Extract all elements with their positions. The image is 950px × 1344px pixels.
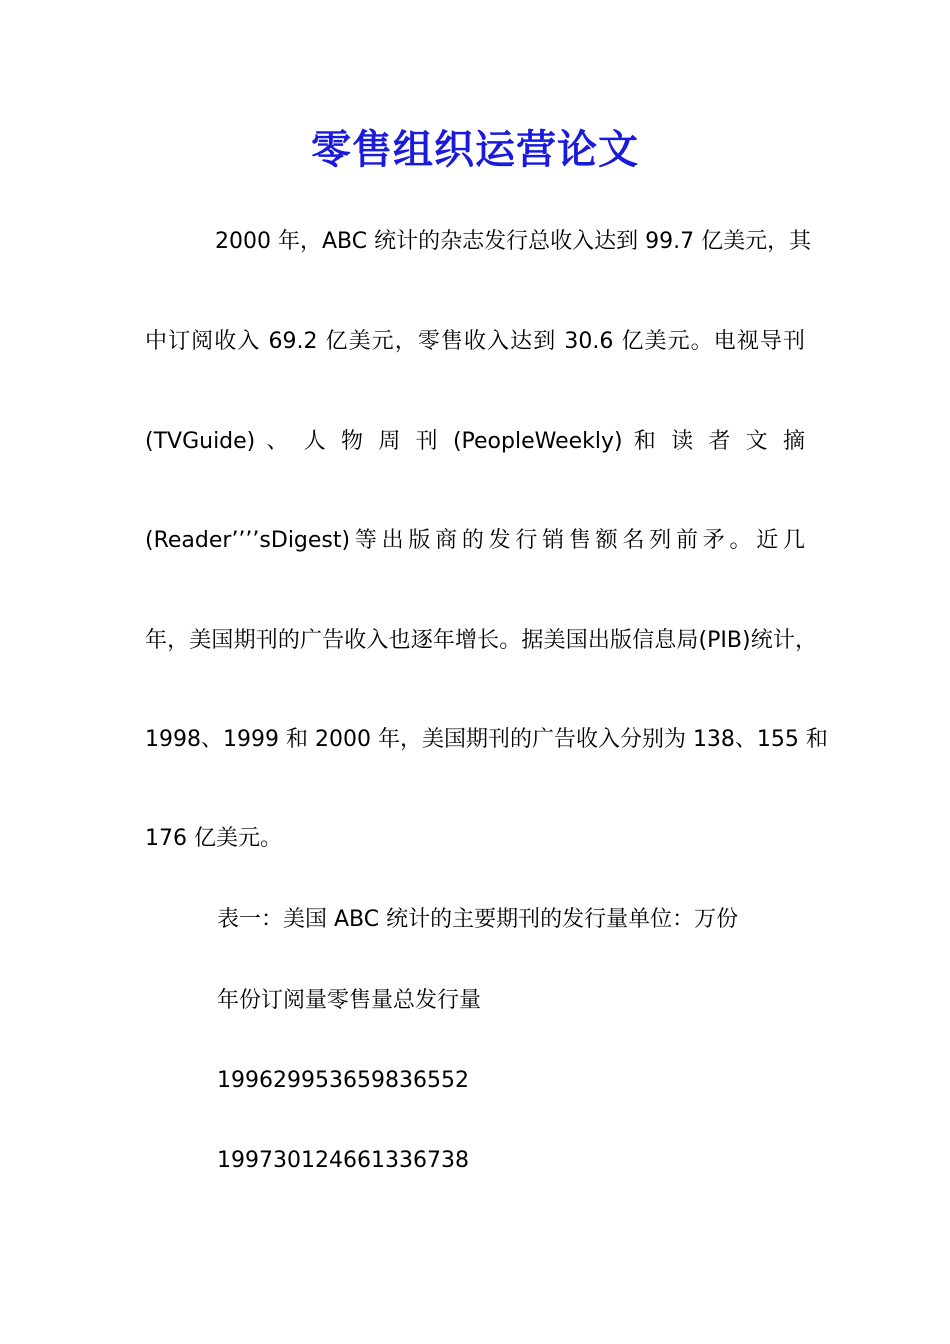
- document-title: 零售组织运营论文: [311, 126, 639, 173]
- table-header: 年份订阅量零售量总发行量: [217, 988, 482, 1013]
- table-caption: 表一：美国 ABC 统计的主要期刊的发行量单位：万份: [217, 907, 739, 932]
- paragraph-line: 中订阅收入 69.2 亿美元，零售收入达到 30.6 亿美元。电视导刊: [145, 329, 805, 354]
- table-row: 199629953659836552: [217, 1068, 469, 1093]
- paragraph-line: 176 亿美元。: [145, 826, 282, 851]
- table-row: 199730124661336738: [217, 1148, 469, 1173]
- paragraph-line: (Reader’’’’sDigest)等出版商的发行销售额名列前矛。近几: [145, 528, 805, 553]
- paragraph-line: 1998、1999 和 2000 年，美国期刊的广告收入分别为 138、155 和: [145, 727, 828, 752]
- paragraph-line: 2000 年，ABC 统计的杂志发行总收入达到 99.7 亿美元，其: [215, 229, 812, 254]
- paragraph-line: (TVGuide) 、 人 物 周 刊 (PeopleWeekly) 和 读 者 文 摘: [145, 429, 805, 454]
- paragraph-line: 年，美国期刊的广告收入也逐年增长。据美国出版信息局(PIB)统计，: [145, 628, 817, 653]
